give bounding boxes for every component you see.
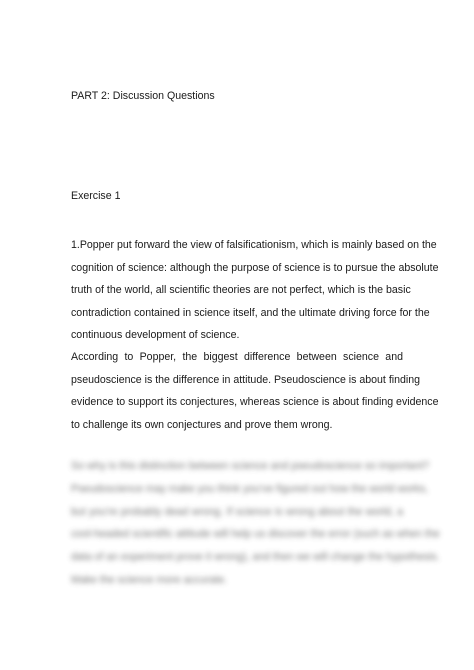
- blurred-line: So why is this distinction between science and pseudoscience so important?: [71, 460, 430, 472]
- paragraph-falsificationism: [71, 234, 439, 347]
- blurred-line: data of an experiment prove it wrong), and then we will change the hypothesis.: [71, 551, 440, 564]
- blurred-line: Make the science more accurate.: [71, 573, 228, 586]
- part-title: PART 2: Discussion Questions: [71, 90, 215, 102]
- paragraph-line: 1.Popper put forward the view of falsificationism, which is mainly based on the: [71, 239, 437, 251]
- paragraph-line: cognition of science: although the purpose of science is to pursue the absolute: [71, 261, 439, 274]
- paragraph-line: According to Popper, the biggest difference between science and: [71, 351, 403, 363]
- paragraph-line: pseudoscience is the difference in attitude. Pseudoscience is about finding: [71, 373, 421, 386]
- blurred-line: Pseudoscience may make you think you've figured out how the world works,: [71, 482, 429, 495]
- paragraph-line: evidence to support its conjectures, whereas science is about finding evidence: [71, 396, 439, 409]
- paragraph-line: to challenge its own conjectures and prove them wrong.: [71, 418, 333, 431]
- paragraph-line: continuous development of science.: [71, 329, 240, 342]
- blurred-line: cool-headed scientific attitude will help us discover the error (such as when the: [71, 528, 440, 541]
- blurred-line: but you're probably dead wrong. If science is wrong about the world, a: [71, 505, 403, 518]
- exercise-title: Exercise 1: [71, 190, 121, 202]
- paragraph-line: contradiction contained in science itself, and the ultimate driving force for the: [71, 306, 430, 319]
- paragraph-science-vs-pseudoscience: [71, 346, 439, 436]
- blurred-paragraph: [71, 455, 440, 592]
- paragraph-line: truth of the world, all scientific theories are not perfect, which is the basic: [71, 284, 411, 297]
